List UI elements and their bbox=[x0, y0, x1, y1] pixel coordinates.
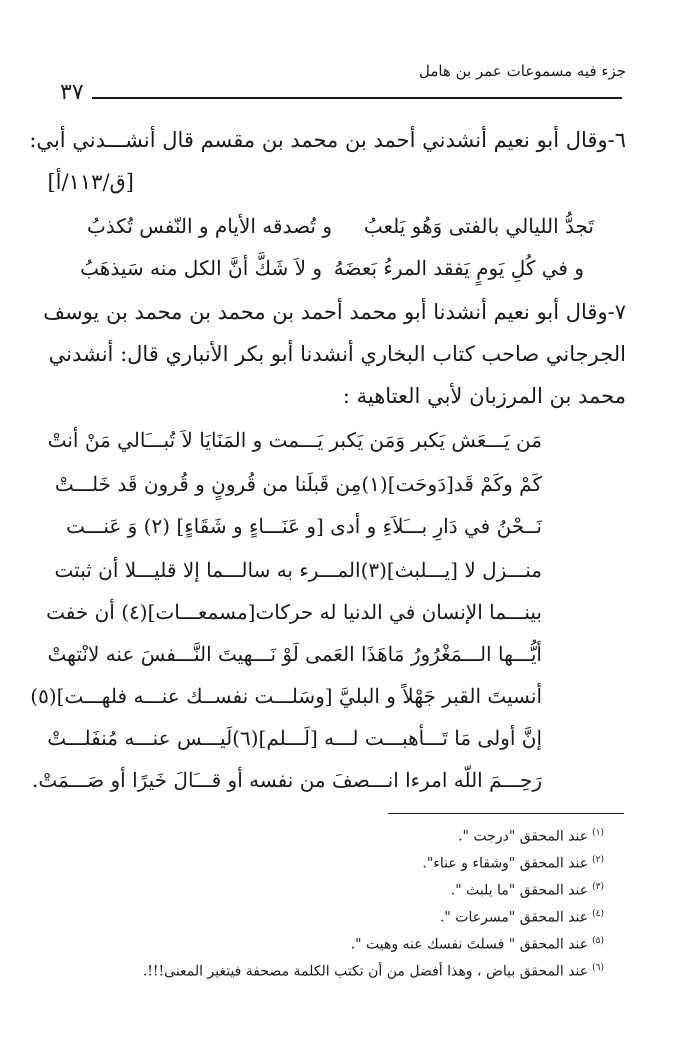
footnote-5 bbox=[351, 936, 604, 953]
poem-line-1: مَن يَـــعَش يَكبر وَمَن يَكبر يَـــمت و المَنَايَا لاَ تُبـــَالي مَنْ أنتْ bbox=[47, 428, 542, 452]
poem-line-8: إنَّ أولى مَا تَـــأهبـــت لـــه [لَـــلم](٦)لَيـــس عنـــه مُنفَلـــتْ bbox=[47, 726, 542, 750]
running-header-title: جزء فيه مسموعات عمر بن هامل bbox=[418, 62, 626, 80]
footnote-4 bbox=[440, 909, 604, 926]
footnote-marker: (٦) bbox=[592, 963, 604, 973]
footnote-rule bbox=[388, 813, 624, 814]
footnote-marker: (١) bbox=[592, 828, 604, 838]
poem-line-3: نَــحْنُ في دَارِ بـــَلاَءِ و أدى [و عَنَـــاءٍ و شَقَاءٍ] (٢) وَ عَنـــت bbox=[66, 514, 542, 538]
folio-reference: [ق/١١٣/أ] bbox=[47, 170, 134, 194]
paragraph-6-line-1: ٦-وقال أبو نعيم أنشدني أحمد بن محمد بن مقسم قال أنشـــدني أبي: bbox=[29, 128, 626, 152]
paragraph-7-line-3: محمد بن المرزبان لأبي العتاهية : bbox=[342, 384, 626, 408]
footnote-text: عند المحقق "ما يلبث ". bbox=[450, 882, 589, 899]
footnote-marker: (٢) bbox=[592, 855, 604, 865]
footnote-3 bbox=[451, 882, 604, 899]
page-number: ٣٧ bbox=[60, 80, 84, 105]
footnote-text: عند المحقق " فسلتَ نفسك عنه وهيت ". bbox=[350, 936, 589, 953]
footnote-2 bbox=[422, 855, 604, 872]
poem-line-9: رَحِـــمَ اللّه امرءا انـــصفَ من نفسه أو قـــَالَ خَيرًا أو صَـــمَتْ. bbox=[32, 768, 542, 792]
verse-1-hemistich-1: تَجدُّ الليالي بالفتى وَهُو يَلعبُ bbox=[363, 214, 594, 238]
footnote-text: عند المحقق بياض ، وهذا أفضل من أن تكتب الكلمة مصحفة فيتغير المعنى!!!. bbox=[142, 963, 589, 980]
footnote-marker: (٣) bbox=[592, 882, 604, 892]
header-rule bbox=[92, 97, 622, 99]
poem-line-2: كَمْ وكَمْ قَد[دَوحَت](١)مِن قَبلَنا من قُرونٍ و قُرون قَد خَلـــتْ bbox=[54, 472, 542, 496]
paragraph-7-line-1: ٧-وقال أبو نعيم أنشدنا أبو محمد أحمد بن محمد بن محمد بن يوسف bbox=[43, 300, 626, 324]
footnote-marker: (٥) bbox=[592, 936, 604, 946]
footnote-6 bbox=[143, 963, 604, 980]
footnote-text: عند المحقق "وشقاء و عناء". bbox=[422, 855, 589, 872]
poem-line-4: منـــزل لا [يـــلبث](٣)المـــرء به سالـــما إلا قليـــلا أن ثبتت bbox=[54, 558, 542, 582]
poem-line-6: أيُّـــها الـــمَغْرُورُ مَاهَذَا العَمى لَوْ نَـــهيتَ النَّـــفسَ عنه لانْتهتْ bbox=[47, 642, 542, 666]
verse-2-hemistich-1: و في كُلِ يَومٍ يَفقد المرءُ بَعضَهُ bbox=[333, 256, 584, 280]
paragraph-7-line-2: الجرجاني صاحب كتاب البخاري أنشدنا أبو بكر الأنباري قال: أنشدني bbox=[48, 342, 626, 366]
verse-1-hemistich-2: و تُصدقه الأيام و النّفس تُكذبُ bbox=[86, 214, 332, 238]
poem-line-5: بينـــما الإنسان في الدنيا له حركات[مسمعـــات](٤) أن خفت bbox=[46, 600, 542, 624]
footnote-text: عند المحقق "درجت ". bbox=[458, 828, 589, 845]
poem-line-7: أنسيتَ القبر جَهْلاً و البليَّ [وسَلـــت نفســك عنـــه فلهـــت](٥) bbox=[30, 684, 542, 708]
footnote-text: عند المحقق "مسرعات ". bbox=[439, 909, 589, 926]
footnote-1 bbox=[458, 828, 604, 845]
footnote-marker: (٤) bbox=[592, 909, 604, 919]
verse-2-hemistich-2: و لاَ شَكَّ أنَّ الكل منه سَيذهَبُ bbox=[80, 256, 322, 280]
